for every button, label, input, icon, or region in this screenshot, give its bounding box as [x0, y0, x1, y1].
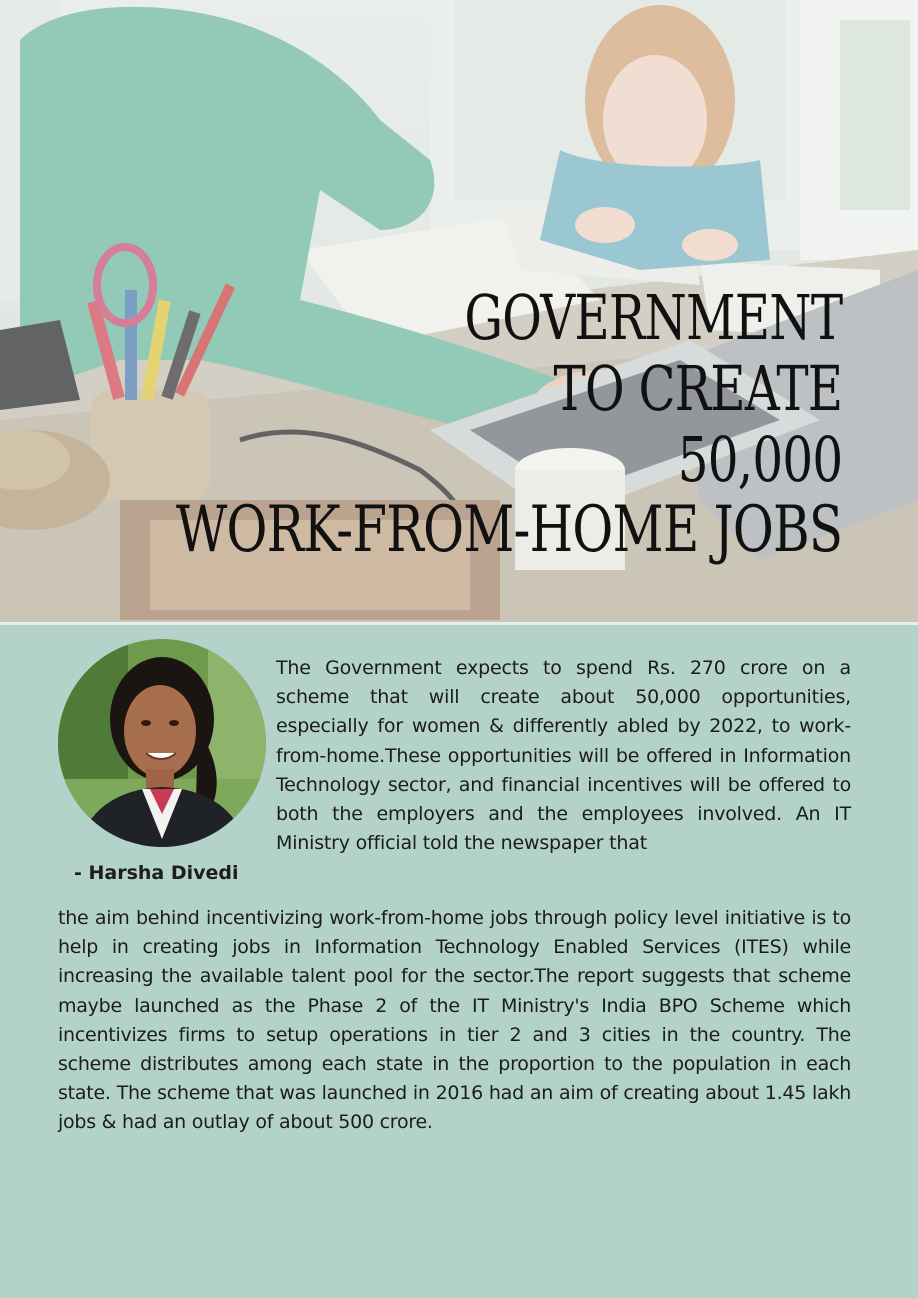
headline: [176, 282, 842, 566]
article-body: the aim behind incentivizing work-from-home jobs through policy level initiative is to help in creating jobs in Information Technology Enabled Services (ITES) while increasing the available talent pool for the sector.The report suggests that scheme maybe launched as the Phase 2 of the IT Ministry's India BPO Scheme which incentivizes firms to setup operations in tier 2 and 3 cities in the country. The scheme distributes among each state in the proportion to the population in each state. The scheme that was launched in 2016 had an aim of creating about 1.45 lakh jobs & had an outlay of about 500 crore.: [58, 907, 851, 1134]
author-portrait-icon: [58, 639, 266, 847]
headline-line-2: TO CREATE: [553, 352, 842, 425]
headline-line-1: GOVERNMENT: [464, 281, 842, 354]
author-name: - Harsha Divedi: [74, 862, 239, 884]
hero-image: [0, 0, 918, 622]
author-avatar: [58, 639, 266, 847]
article-intro: The Government expects to spend Rs. 270 crore on a scheme that will create about 50,000 opportunities, especially for women & differently abled by 2022, to work-from-home.These opportunities will be offered in Information Technology sector, and financial incentives will be offered to both the employers and the employees involved. An IT Ministry official told the newspaper that: [276, 657, 851, 855]
headline-line-4: WORK-FROM-HOME JOBS: [175, 493, 842, 567]
hero-divider: [0, 622, 918, 625]
headline-line-3: 50,000: [677, 423, 842, 496]
